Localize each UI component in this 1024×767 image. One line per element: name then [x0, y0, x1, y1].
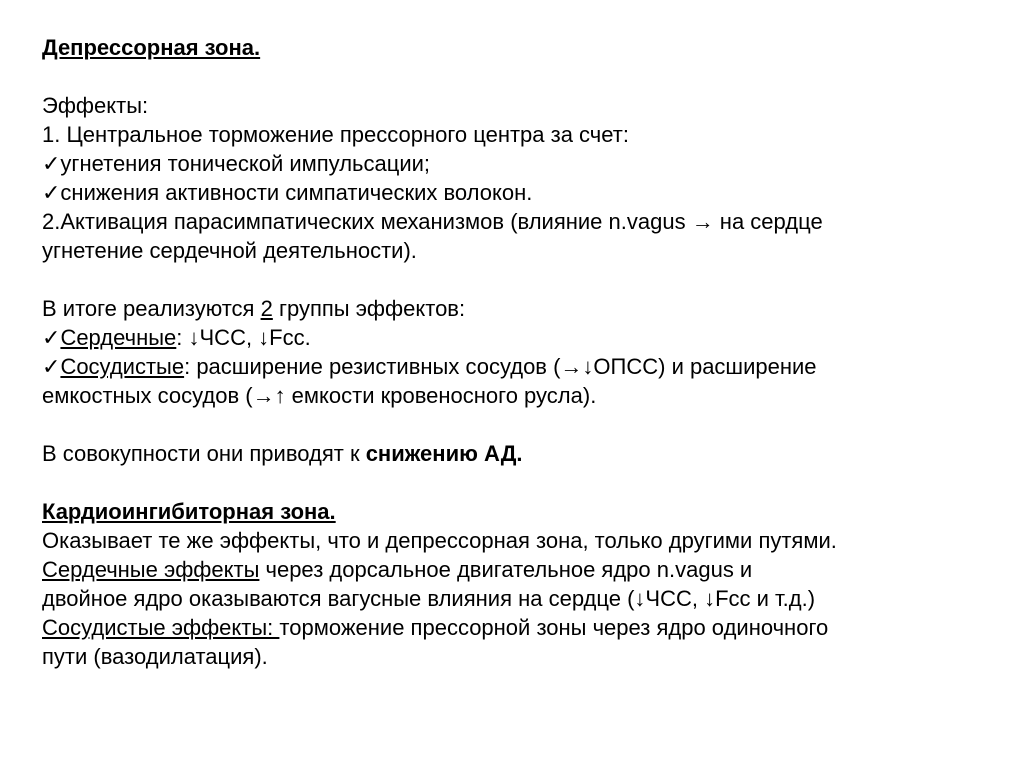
- effect-item-2-line-1: 2.Активация парасимпатических механизмов (влияние n.vagus → на сердце: [42, 209, 823, 234]
- cardioinhibitory-vascular-line-1: [42, 613, 1002, 642]
- conclusion-line: [42, 439, 1002, 468]
- cardioinhibitory-vascular-line-2: пути (вазодилатация).: [42, 644, 268, 669]
- conclusion-bold: снижению АД.: [365, 441, 523, 466]
- cardioinhibitory-cardiac-line-1: [42, 555, 1002, 584]
- vascular-effects-line-1: [42, 352, 1002, 381]
- cardioinhibitory-cardiac-line-2: двойное ядро оказываются вагусные влияния на сердце (↓ЧСС, ↓Fcc и т.д.): [42, 586, 816, 611]
- check-icon: ✓: [42, 354, 61, 379]
- summary-intro-before: В итоге реализуются: [42, 296, 261, 321]
- vascular-label: Сосудистые: [60, 354, 185, 379]
- effect-item-2-line-2: угнетение сердечной деятельности).: [42, 238, 417, 263]
- cardioinhibitory-cardiac-label: Сердечные эффекты: [42, 557, 260, 582]
- spacer: [42, 265, 1002, 294]
- summary-intro-after: группы эффектов:: [272, 296, 466, 321]
- vascular-text-1: : расширение резистивных сосудов (→↓ОПСС) и расширение: [184, 354, 817, 379]
- cardioinhibitory-cardiac-text-1: через дорсальное двигательное ядро n.vagus и: [259, 557, 753, 582]
- cardioinhibitory-vascular-text-1: торможение прессорной зоны через ядро одиночного: [279, 615, 829, 640]
- spacer: [42, 62, 1002, 91]
- cardiac-text: : ↓ЧСС, ↓Fcc.: [176, 325, 311, 350]
- spacer: [42, 410, 1002, 439]
- effect-item-1: 1. Центральное торможение прессорного центра за счет:: [42, 122, 629, 147]
- cardioinhibitory-vascular-label: Сосудистые эффекты:: [42, 615, 280, 640]
- depressor-zone-heading: Депрессорная зона.: [42, 35, 261, 60]
- slide-text-body: [42, 33, 1002, 671]
- cardiac-label: Сердечные: [60, 325, 177, 350]
- summary-intro: [42, 294, 1002, 323]
- check-item-inhibition: ✓угнетения тонической импульсации;: [42, 151, 431, 176]
- conclusion-before: В совокупности они приводят к: [42, 441, 366, 466]
- summary-intro-number: 2: [260, 296, 273, 321]
- effects-label: Эффекты:: [42, 93, 149, 118]
- spacer: [42, 468, 1002, 497]
- vascular-effects-line-2: емкостных сосудов (→↑ емкости кровеносного русла).: [42, 383, 597, 408]
- check-item-sympathetic: ✓снижения активности симпатических волокон.: [42, 180, 533, 205]
- cardioinhibitory-zone-heading: Кардиоингибиторная зона.: [42, 499, 336, 524]
- cardiac-effects-line: [42, 323, 1002, 352]
- check-icon: ✓: [42, 325, 61, 350]
- cardioinhibitory-line-1: Оказывает те же эффекты, что и депрессорная зона, только другими путями.: [42, 528, 837, 553]
